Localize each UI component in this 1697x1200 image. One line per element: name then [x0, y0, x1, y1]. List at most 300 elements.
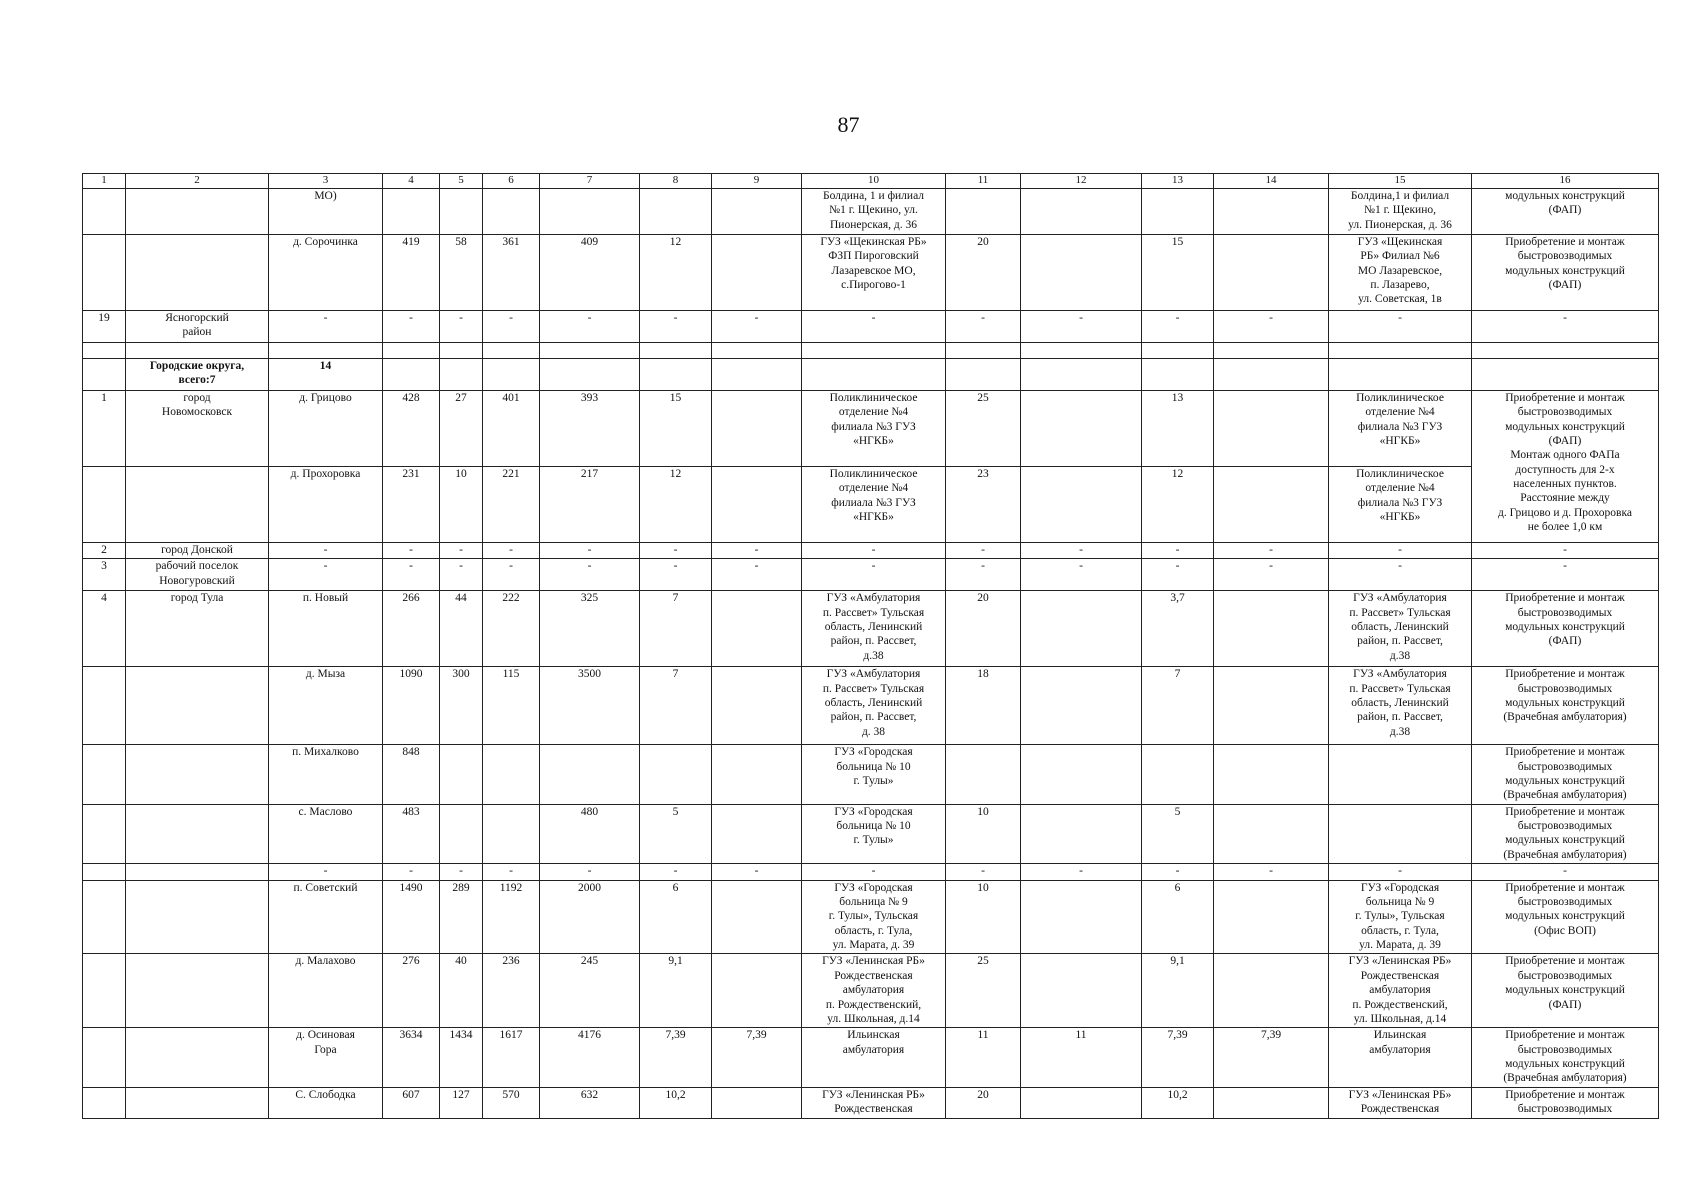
table-cell: - [1214, 864, 1329, 880]
table-cell [1214, 667, 1329, 745]
table-cell: 325 [540, 591, 640, 667]
table-cell: 245 [540, 954, 640, 1028]
table-cell: Поликлиническое отделение №4 филиала №3 ГУЗ «НГКБ» [802, 466, 946, 542]
table-cell [83, 466, 126, 542]
table-cell: д. Грицово [269, 390, 383, 466]
table-cell [126, 667, 269, 745]
table-cell [540, 745, 640, 805]
table-cell: - [540, 542, 640, 558]
table-cell: город Тула [126, 591, 269, 667]
table-cell [1021, 358, 1142, 390]
table-cell [712, 804, 802, 864]
table-cell [83, 745, 126, 805]
table-cell: - [640, 542, 712, 558]
table-cell: 58 [440, 234, 483, 310]
table-cell: ГУЗ «Ленинская РБ» Рождественская амбулатория п. Рождественский, ул. Школьная, д.14 [802, 954, 946, 1028]
table-cell: 4176 [540, 1028, 640, 1088]
table-cell: - [483, 864, 540, 880]
table-cell [1329, 358, 1472, 390]
header-row [83, 174, 1659, 189]
table-cell: - [269, 542, 383, 558]
table-cell: 10,2 [1142, 1087, 1214, 1118]
table-cell: 9,1 [640, 954, 712, 1028]
table-cell: модульных конструкций (ФАП) [1472, 188, 1659, 234]
table-cell: - [540, 310, 640, 342]
table-cell: 15 [1142, 234, 1214, 310]
table-cell: 607 [383, 1087, 440, 1118]
table-cell: 848 [383, 745, 440, 805]
table-row [83, 358, 1659, 390]
table-cell [126, 745, 269, 805]
table-cell: - [802, 310, 946, 342]
table-cell: ГУЗ «Амбулатория п. Рассвет» Тульская область, Ленинский район, п. Рассвет, д.38 [1329, 667, 1472, 745]
table-cell [1021, 234, 1142, 310]
table-cell: - [1142, 542, 1214, 558]
table-cell [712, 591, 802, 667]
table-cell: ГУЗ «Городская больница № 9 г. Тулы», Тульская область, г. Тула, ул. Марата, д. 39 [1329, 880, 1472, 954]
table-cell [946, 188, 1021, 234]
header-cell: 13 [1142, 174, 1214, 189]
table-cell: - [1142, 310, 1214, 342]
table-cell: 5 [1142, 804, 1214, 864]
table-cell [712, 390, 802, 466]
table-cell: 409 [540, 234, 640, 310]
table-cell [1214, 466, 1329, 542]
table-cell: Ильинская амбулатория [1329, 1028, 1472, 1088]
table-cell [383, 188, 440, 234]
table-cell: 3634 [383, 1028, 440, 1088]
table-cell [712, 342, 802, 358]
table-cell: - [1472, 310, 1659, 342]
table-cell: 6 [640, 880, 712, 954]
table-cell [1021, 954, 1142, 1028]
table-cell: - [269, 559, 383, 591]
table-cell: 3500 [540, 667, 640, 745]
table-cell [483, 745, 540, 805]
table-cell: 276 [383, 954, 440, 1028]
table-cell [1472, 358, 1659, 390]
table-cell: 7 [1142, 667, 1214, 745]
table-cell [440, 745, 483, 805]
table-cell: 222 [483, 591, 540, 667]
table-cell [802, 342, 946, 358]
table-cell: Приобретение и монтаж быстровозводимых модульных конструкций (ФАП) [1472, 591, 1659, 667]
table-cell [1021, 188, 1142, 234]
table-cell: - [1142, 559, 1214, 591]
table-cell: - [946, 542, 1021, 558]
table-cell [1472, 342, 1659, 358]
table-row [83, 234, 1659, 310]
table-cell: Болдина, 1 и филиал №1 г. Щекино, ул. Пионерская, д. 36 [802, 188, 946, 234]
table-cell: - [712, 559, 802, 591]
table-cell: 3,7 [1142, 591, 1214, 667]
header-cell: 4 [383, 174, 440, 189]
table-cell [83, 234, 126, 310]
table-cell: 1434 [440, 1028, 483, 1088]
table-cell [1214, 1087, 1329, 1118]
table-cell: 1090 [383, 667, 440, 745]
table-cell: 19 [83, 310, 126, 342]
table-cell: Поликлиническое отделение №4 филиала №3 ГУЗ «НГКБ» [1329, 466, 1472, 542]
table-cell: - [483, 310, 540, 342]
table-cell: 3 [83, 559, 126, 591]
table-cell [126, 1087, 269, 1118]
table-cell: д. Прохоровка [269, 466, 383, 542]
table-cell: 401 [483, 390, 540, 466]
table-cell [1142, 745, 1214, 805]
table-cell: Болдина,1 и филиал №1 г. Щекино, ул. Пионерская, д. 36 [1329, 188, 1472, 234]
table-cell: д. Малахово [269, 954, 383, 1028]
table-cell: - [383, 864, 440, 880]
table-cell: 361 [483, 234, 540, 310]
table-cell [1214, 188, 1329, 234]
header-cell: 14 [1214, 174, 1329, 189]
table-cell: ГУЗ «Ленинская РБ» Рождественская [1329, 1087, 1472, 1118]
table-cell [712, 358, 802, 390]
table-cell: - [440, 310, 483, 342]
data-table [82, 173, 1659, 1119]
table-cell: - [269, 864, 383, 880]
table-cell: 12 [640, 466, 712, 542]
table-cell: п. Советский [269, 880, 383, 954]
table-cell [712, 234, 802, 310]
table-cell: - [483, 542, 540, 558]
table-cell: - [383, 542, 440, 558]
table-cell: 12 [1142, 466, 1214, 542]
table-cell: 393 [540, 390, 640, 466]
table-cell [269, 342, 383, 358]
table-cell: ГУЗ «Амбулатория п. Рассвет» Тульская область, Ленинский район, п. Рассвет, д.38 [1329, 591, 1472, 667]
table-cell [126, 342, 269, 358]
table-cell: - [1329, 310, 1472, 342]
table-cell: - [712, 542, 802, 558]
table-row [83, 745, 1659, 805]
table-cell [1214, 342, 1329, 358]
table-cell: - [1329, 864, 1472, 880]
table-cell [1214, 390, 1329, 466]
table-cell: 217 [540, 466, 640, 542]
table-cell: 9,1 [1142, 954, 1214, 1028]
table-cell: ГУЗ «Городская больница № 9 г. Тулы», Тульская область, г. Тула, ул. Марата, д. 39 [802, 880, 946, 954]
header-cell: 5 [440, 174, 483, 189]
table-cell: 10 [946, 804, 1021, 864]
table-cell: 11 [946, 1028, 1021, 1088]
table-cell [540, 358, 640, 390]
table-cell: С. Слободка [269, 1087, 383, 1118]
table-cell: - [269, 310, 383, 342]
table-cell [1021, 342, 1142, 358]
table-cell: ГУЗ «Амбулатория п. Рассвет» Тульская область, Ленинский район, п. Рассвет, д. 38 [802, 667, 946, 745]
table-cell: 1490 [383, 880, 440, 954]
table-cell [483, 188, 540, 234]
table-cell [640, 745, 712, 805]
table-row [83, 342, 1659, 358]
table-cell: 40 [440, 954, 483, 1028]
table-cell [83, 358, 126, 390]
table-cell: город Донской [126, 542, 269, 558]
table-cell: 11 [1021, 1028, 1142, 1088]
table-row [83, 310, 1659, 342]
table-cell: д. Мыза [269, 667, 383, 745]
table-cell [1021, 804, 1142, 864]
table-cell: Приобретение и монтаж быстровозводимых модульных конструкций (Врачебная амбулатория) [1472, 745, 1659, 805]
table-cell: рабочий поселок Новогуровский [126, 559, 269, 591]
table-cell [383, 342, 440, 358]
header-cell: 15 [1329, 174, 1472, 189]
table-cell [483, 804, 540, 864]
table-cell: - [440, 864, 483, 880]
table-cell: - [1021, 542, 1142, 558]
table-cell [640, 358, 712, 390]
table-cell [83, 1087, 126, 1118]
table-cell: Приобретение и монтаж быстровозводимых модульных конструкций (ФАП) [1472, 954, 1659, 1028]
table-cell [1214, 358, 1329, 390]
header-cell: 8 [640, 174, 712, 189]
table-cell: 1 [83, 390, 126, 466]
table-cell [440, 358, 483, 390]
table-cell: - [1214, 542, 1329, 558]
table-cell [83, 342, 126, 358]
table-cell: - [540, 559, 640, 591]
table-cell: город Новомосковск [126, 390, 269, 466]
table-cell: - [1142, 864, 1214, 880]
table-cell [1021, 667, 1142, 745]
header-cell: 2 [126, 174, 269, 189]
table-cell: 300 [440, 667, 483, 745]
table-cell [540, 342, 640, 358]
table-cell: 15 [640, 390, 712, 466]
table-cell: - [712, 864, 802, 880]
table-cell: 10 [440, 466, 483, 542]
table-cell [126, 234, 269, 310]
table-row [83, 804, 1659, 864]
table-cell [802, 358, 946, 390]
table-cell: - [483, 559, 540, 591]
table-cell: - [440, 542, 483, 558]
table-cell: - [946, 559, 1021, 591]
table-cell [440, 342, 483, 358]
table-cell: - [1214, 310, 1329, 342]
table-cell: 419 [383, 234, 440, 310]
table-cell [1214, 954, 1329, 1028]
table-cell: МО) [269, 188, 383, 234]
table-cell [1214, 880, 1329, 954]
header-cell: 12 [1021, 174, 1142, 189]
table-cell [946, 745, 1021, 805]
table-cell: - [383, 559, 440, 591]
table-cell [83, 667, 126, 745]
table-row [83, 188, 1659, 234]
table-cell [712, 954, 802, 1028]
table-cell: 115 [483, 667, 540, 745]
table-cell: 7,39 [712, 1028, 802, 1088]
table-cell: 127 [440, 1087, 483, 1118]
table-cell [712, 466, 802, 542]
table-cell: ГУЗ «Щекинская РБ» Филиал №6 МО Лазаревское, п. Лазарево, ул. Советская, 1в [1329, 234, 1472, 310]
table-cell [1021, 1087, 1142, 1118]
table-cell [126, 954, 269, 1028]
header-cell: 16 [1472, 174, 1659, 189]
table-cell: 570 [483, 1087, 540, 1118]
table-cell [83, 1028, 126, 1088]
table-cell: - [1021, 559, 1142, 591]
table-cell: п. Михалково [269, 745, 383, 805]
table-cell: 18 [946, 667, 1021, 745]
table-cell: 5 [640, 804, 712, 864]
page-number: 87 [837, 112, 860, 137]
table-cell: Городские округа, всего:7 [126, 358, 269, 390]
table-cell: - [640, 559, 712, 591]
table-cell: Приобретение и монтаж быстровозводимых модульных конструкций (ФАП) Монтаж одного ФАПа доступность для 2-х населенных пунктов. Расстояние между д. Грицово и д. Прохоровка не более 1,0 км [1472, 390, 1659, 542]
table-cell: 1192 [483, 880, 540, 954]
table-cell [712, 1087, 802, 1118]
table-cell [483, 358, 540, 390]
table-cell: Приобретение и монтаж быстровозводимых модульных конструкций (Врачебная амбулатория) [1472, 667, 1659, 745]
table-cell: 7 [640, 667, 712, 745]
table-cell: Приобретение и монтаж быстровозводимых [1472, 1087, 1659, 1118]
table-cell [1329, 804, 1472, 864]
table-cell: - [1021, 864, 1142, 880]
table-cell: 20 [946, 1087, 1021, 1118]
table-cell [83, 864, 126, 880]
header-cell: 9 [712, 174, 802, 189]
table-cell [1021, 880, 1142, 954]
table-cell [712, 880, 802, 954]
table-cell: 23 [946, 466, 1021, 542]
header-cell: 11 [946, 174, 1021, 189]
table-cell: - [712, 310, 802, 342]
table-cell: ГУЗ «Ленинская РБ» Рождественская амбулатория п. Рождественский, ул. Школьная, д.14 [1329, 954, 1472, 1028]
table-cell [383, 358, 440, 390]
table-cell [1214, 804, 1329, 864]
table-cell: 27 [440, 390, 483, 466]
table-cell: Приобретение и монтаж быстровозводимых модульных конструкций (ФАП) [1472, 234, 1659, 310]
table-row [83, 542, 1659, 558]
table-cell [1214, 591, 1329, 667]
table-cell: п. Новый [269, 591, 383, 667]
table-cell: ГУЗ «Городская больница № 10 г. Тулы» [802, 804, 946, 864]
header-cell: 10 [802, 174, 946, 189]
header-cell: 6 [483, 174, 540, 189]
table-cell: - [440, 559, 483, 591]
table-cell [1021, 745, 1142, 805]
table-cell [946, 342, 1021, 358]
table-cell: ГУЗ «Амбулатория п. Рассвет» Тульская область, Ленинский район, п. Рассвет, д.38 [802, 591, 946, 667]
table-row [83, 864, 1659, 880]
table-cell: 7,39 [640, 1028, 712, 1088]
table-cell [1214, 745, 1329, 805]
table-cell: - [383, 310, 440, 342]
table-row [83, 954, 1659, 1028]
table-cell: 632 [540, 1087, 640, 1118]
table-cell: - [1214, 559, 1329, 591]
table-cell [126, 804, 269, 864]
table-cell [1021, 591, 1142, 667]
table-cell: 236 [483, 954, 540, 1028]
table-cell: 4 [83, 591, 126, 667]
table-cell: 7,39 [1214, 1028, 1329, 1088]
table-cell [83, 804, 126, 864]
table-row [83, 1087, 1659, 1118]
table-cell: - [640, 310, 712, 342]
table-cell: 266 [383, 591, 440, 667]
table-cell [126, 864, 269, 880]
table-cell [1329, 745, 1472, 805]
header-cell: 3 [269, 174, 383, 189]
table-cell: Поликлиническое отделение №4 филиала №3 ГУЗ «НГКБ» [802, 390, 946, 466]
table-row [83, 880, 1659, 954]
table-row [83, 466, 1659, 542]
table-cell: Ясногорский район [126, 310, 269, 342]
table-cell: 1617 [483, 1028, 540, 1088]
table-cell: 2000 [540, 880, 640, 954]
table-cell [1214, 234, 1329, 310]
table-cell: - [946, 310, 1021, 342]
table-cell [83, 954, 126, 1028]
table-cell: - [802, 559, 946, 591]
table-cell: - [802, 864, 946, 880]
table-cell [1021, 466, 1142, 542]
table-cell: - [802, 542, 946, 558]
table-cell [946, 358, 1021, 390]
table-cell [126, 466, 269, 542]
table-cell [1142, 188, 1214, 234]
table-cell [126, 880, 269, 954]
table-row [83, 591, 1659, 667]
table-cell: 44 [440, 591, 483, 667]
table-row [83, 667, 1659, 745]
table-cell: 14 [269, 358, 383, 390]
table-cell: Ильинская амбулатория [802, 1028, 946, 1088]
table-cell: - [1329, 542, 1472, 558]
table-cell [440, 804, 483, 864]
table-cell: 7 [640, 591, 712, 667]
table-cell: 480 [540, 804, 640, 864]
table-cell [1142, 358, 1214, 390]
table-cell [540, 188, 640, 234]
table-row [83, 559, 1659, 591]
table-cell: - [540, 864, 640, 880]
table-cell [440, 188, 483, 234]
table-cell: 13 [1142, 390, 1214, 466]
table-cell: - [1472, 542, 1659, 558]
table-cell: 483 [383, 804, 440, 864]
table-cell: - [1472, 864, 1659, 880]
table-cell: 231 [383, 466, 440, 542]
table-cell [712, 188, 802, 234]
header-cell: 7 [540, 174, 640, 189]
table-cell: Приобретение и монтаж быстровозводимых модульных конструкций (Врачебная амбулатория) [1472, 804, 1659, 864]
table-cell: 10 [946, 880, 1021, 954]
table-cell: 221 [483, 466, 540, 542]
table-cell: 428 [383, 390, 440, 466]
table-cell [83, 188, 126, 234]
table-cell [640, 188, 712, 234]
table-row [83, 390, 1659, 466]
table-cell: 25 [946, 954, 1021, 1028]
table-cell: 20 [946, 591, 1021, 667]
table-cell [1329, 342, 1472, 358]
table-cell: д. Сорочинка [269, 234, 383, 310]
table-cell: Поликлиническое отделение №4 филиала №3 ГУЗ «НГКБ» [1329, 390, 1472, 466]
table-cell: 7,39 [1142, 1028, 1214, 1088]
table-cell: Приобретение и монтаж быстровозводимых модульных конструкций (Врачебная амбулатория) [1472, 1028, 1659, 1088]
table-cell [1142, 342, 1214, 358]
table-cell: Приобретение и монтаж быстровозводимых модульных конструкций (Офис ВОП) [1472, 880, 1659, 954]
table-cell: - [640, 864, 712, 880]
table-cell: ГУЗ «Городская больница № 10 г. Тулы» [802, 745, 946, 805]
table-cell: 20 [946, 234, 1021, 310]
